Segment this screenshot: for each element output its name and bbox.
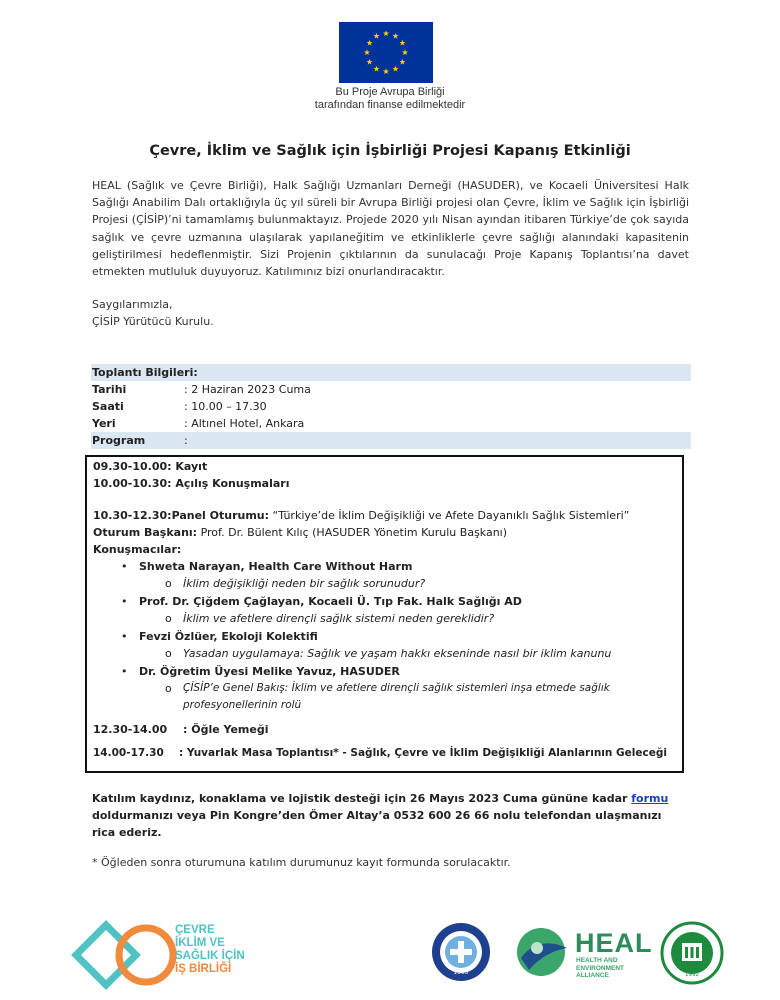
program-box	[85, 455, 684, 773]
cisip-logo-line4: İŞ BİRLİĞİ	[175, 963, 232, 975]
session-time: 14.00-17.30	[93, 747, 164, 759]
speaker-name: Dr. Öğretim Üyesi Melike Yavuz, HASUDER	[139, 665, 400, 678]
program-session-lunch	[93, 723, 269, 736]
registration-text-end: doldurmanızı veya Pin Kongre’den Ömer Altay’a 0532 600 26 66 nolu telefondan ulaşmanızı rica ederiz.	[92, 809, 662, 839]
signature-line2: ÇİSİP Yürütücü Kurulu.	[92, 315, 214, 328]
cisip-logo-line1: ÇEVRE	[175, 924, 215, 936]
program-session-opening	[93, 477, 290, 490]
intro-paragraph: HEAL (Sağlık ve Çevre Birliği), Halk Sağlığı Uzmanları Derneği (HASUDER), ve Kocaeli Üniversitesi Halk Sağlığı Anabilim Dalı ortaklığıyla üç yıl süreli bir Avrupa Birliği projesi olan Çevre, İklim ve Sağlık için İşbirliği Projesi (ÇİSİP)’ni tamamlamış bulunmaktayız. Projede 2020 yılı Nisan ayından itibaren Türkiye’de çok sayıda sağlık ve çevre uzmanına ulaşılarak yapılaneğitim ve etkinliklerle çevre sağlığı alanındaki kapasitenin geliştirilmesi hedeflenmiştir. Sizi Projenin çıktılarının da sunulacağı Proje Kapanış Toplantısı’na davet etmekten mutluluk duyuyoruz. Katılımınız bizi onurlandıracaktır.	[92, 179, 689, 279]
info-key-program: Program	[92, 434, 146, 447]
meeting-info-heading-row	[91, 364, 691, 381]
page-title: Çevre, İklim ve Sağlık için İşbirliği Projesi Kapanış Etkinliği	[149, 143, 631, 159]
heal-logo-mark	[515, 924, 571, 980]
signature-block	[92, 296, 214, 330]
footnote: * Öğleden sonra oturumuna katılım durumunuz kayıt formunda sorulacaktır.	[92, 856, 511, 869]
bullet-icon: •	[121, 595, 128, 608]
eu-star-icon	[392, 66, 398, 72]
info-key-place: Yeri	[92, 417, 116, 430]
eu-star-icon	[402, 49, 408, 55]
program-session-roundtable	[93, 747, 667, 759]
hasuder-year: 1995	[453, 969, 469, 976]
bullet-icon: •	[121, 665, 128, 678]
panel-label: Panel Oturumu:	[171, 509, 270, 522]
info-value-program: :	[184, 434, 188, 447]
session-time: 10.00-10.30:	[93, 477, 172, 490]
eu-star-icon	[373, 66, 379, 72]
eu-caption-line2: tarafından finanse edilmektedir	[314, 99, 466, 111]
session-title: Kayıt	[171, 460, 208, 473]
registration-text-start: Katılım kaydınız, konaklama ve lojistik desteği için 26 Mayıs 2023 Cuma gününe kadar	[92, 792, 632, 805]
info-value-time: : 10.00 – 17.30	[184, 400, 267, 413]
bullet-icon: •	[121, 630, 128, 643]
cisip-logo-line3: SAĞLIK İÇİN	[175, 950, 245, 962]
speakers-label: Konuşmacılar:	[93, 543, 182, 556]
eu-star-icon	[392, 33, 398, 39]
kocaeli-university-logo	[660, 921, 724, 985]
info-value-date: : 2 Haziran 2023 Cuma	[184, 383, 311, 396]
speaker-topic-continued: profesyonellerinin rolü	[183, 699, 302, 711]
registration-note	[92, 790, 672, 841]
info-key-time: Saati	[92, 400, 124, 413]
meeting-info-row	[91, 415, 691, 432]
chair-name: Prof. Dr. Bülent Kılıç (HASUDER Yönetim Kurulu Başkanı)	[197, 526, 508, 539]
speaker-name: Shweta Narayan, Health Care Without Harm	[139, 560, 413, 573]
eu-star-icon	[367, 59, 373, 65]
eu-star-icon	[383, 68, 389, 74]
session-title: : Yuvarlak Masa Toplantısı* - Sağlık, Çevre ve İklim Değişikliği Alanlarının Geleceği	[179, 747, 667, 759]
meeting-info-row	[91, 381, 691, 398]
heal-logo-sub2: ENVIRONMENT	[576, 964, 625, 972]
eu-star-icon	[399, 40, 405, 46]
session-time: 10.30-12.30:	[93, 509, 172, 522]
speaker-topic: İklim ve afetlere dirençli sağlık sistemi neden gereklidir?	[183, 612, 495, 625]
heal-logo-title: HEAL	[575, 928, 653, 958]
meeting-info-heading: Toplantı Bilgileri:	[92, 366, 198, 379]
sub-bullet-icon: o	[165, 647, 172, 660]
speaker-name: Prof. Dr. Çiğdem Çağlayan, Kocaeli Ü. Tıp Fak. Halk Sağlığı AD	[139, 595, 522, 608]
cisip-logo	[70, 918, 270, 993]
heal-logo	[515, 924, 653, 984]
meeting-info-row	[91, 432, 691, 449]
eu-funding-caption	[280, 86, 500, 112]
kocaeli-year: 1992	[685, 972, 699, 978]
heal-logo-sub3: ALLIANCE	[576, 972, 609, 979]
speaker-name: Fevzi Özlüer, Ekoloji Kolektifi	[139, 630, 318, 643]
cisip-logo-mark	[70, 918, 180, 993]
session-title: Açılış Konuşmaları	[171, 477, 290, 490]
panel-title: “Türkiye’de İklim Değişikliği ve Afete Dayanıklı Sağlık Sistemleri”	[269, 509, 630, 522]
meeting-info-table	[91, 364, 691, 449]
eu-star-icon	[399, 59, 405, 65]
bullet-icon: •	[121, 560, 128, 573]
info-value-place: : Altınel Hotel, Ankara	[184, 417, 305, 430]
eu-star-icon	[367, 40, 373, 46]
eu-caption-line1: Bu Proje Avrupa Birliği	[335, 86, 445, 98]
sub-bullet-icon: o	[165, 682, 172, 695]
session-time: 12.30-14.00	[93, 723, 168, 736]
eu-star-icon	[364, 49, 370, 55]
eu-star-icon	[383, 30, 389, 36]
registration-form-link[interactable]: formu	[631, 792, 669, 805]
speaker-topic: İklim değişikliği neden bir sağlık sorunudur?	[183, 577, 426, 590]
heal-logo-sub1: HEALTH AND	[576, 957, 618, 964]
signature-line1: Saygılarımızla,	[92, 298, 173, 311]
session-time: 09.30-10.00:	[93, 460, 172, 473]
cisip-logo-line2: İKLİM VE	[175, 937, 225, 949]
program-session-registration	[93, 460, 207, 473]
chair-label: Oturum Başkanı:	[93, 526, 198, 539]
hasuder-logo	[430, 921, 492, 983]
program-session-panel	[93, 509, 629, 522]
meeting-info-row	[91, 398, 691, 415]
session-title: : Öğle Yemeği	[183, 723, 269, 736]
speaker-topic: Yasadan uygulamaya: Sağlık ve yaşam hakkı ekseninde nasıl bir iklim kanunu	[183, 647, 612, 660]
sub-bullet-icon: o	[165, 612, 172, 625]
sub-bullet-icon: o	[165, 577, 172, 590]
eu-star-icon	[373, 33, 379, 39]
speaker-topic: ÇİSİP’e Genel Bakış: İklim ve afetlere dirençli sağlık sistemleri inşa etmede sağlık	[183, 682, 610, 694]
info-key-date: Tarihi	[92, 383, 127, 396]
session-chair	[93, 526, 507, 539]
eu-flag-logo	[339, 22, 433, 83]
